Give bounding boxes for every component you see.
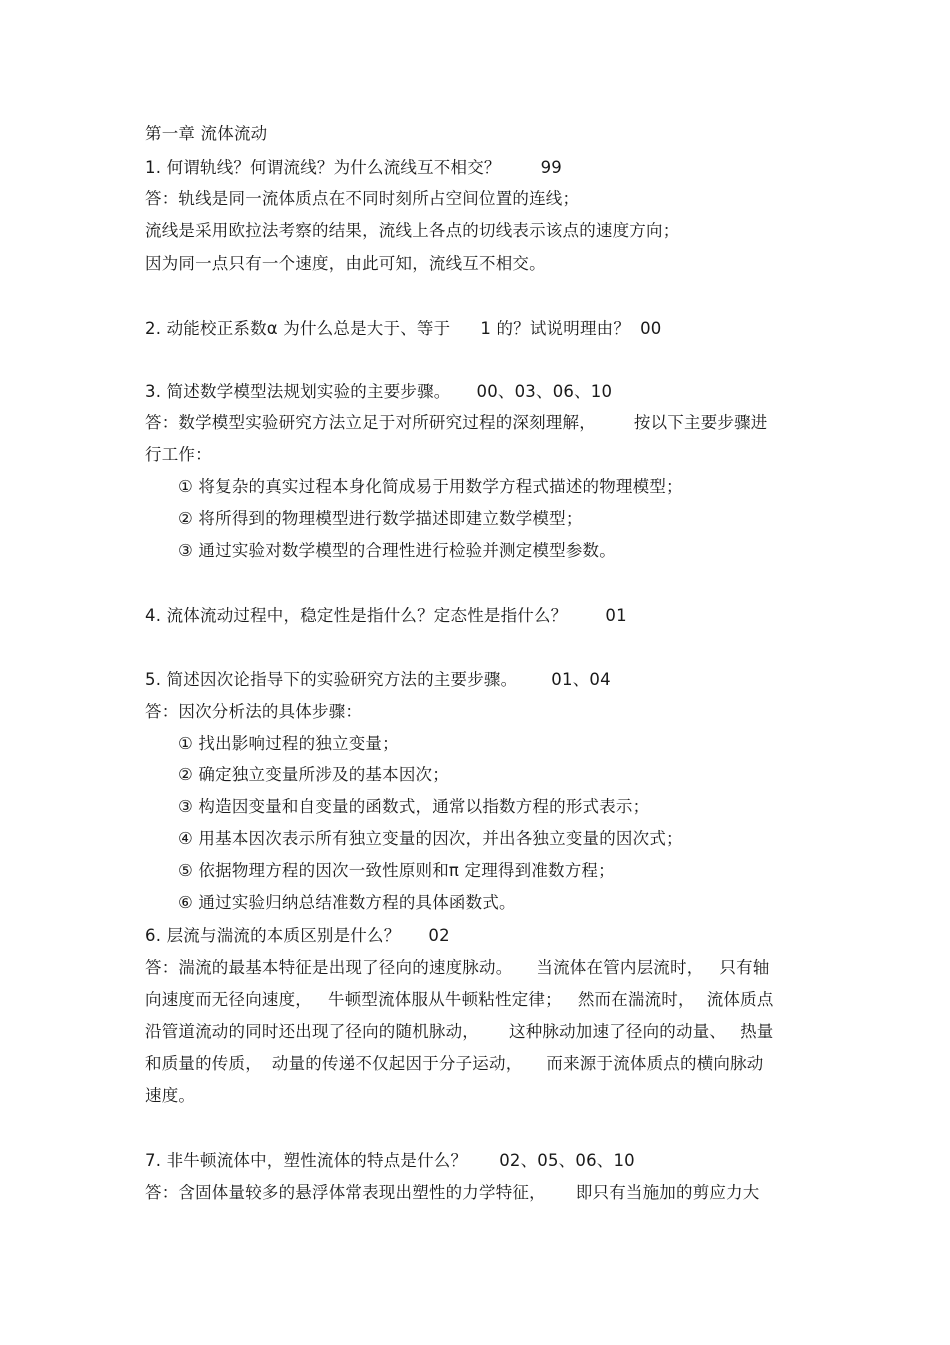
q5-step-1: ① 找出影响过程的独立变量； bbox=[178, 734, 399, 753]
question-1-text: 1. 何谓轨线？何谓流线？为什么流线互不相交？ bbox=[145, 158, 501, 177]
answer-7-text-b: 即只有当施加的剪应力大 bbox=[575, 1183, 760, 1202]
answer-1-line-2: 流线是采用欧拉法考察的结果，流线上各点的切线表示该点的速度方向； bbox=[145, 221, 680, 240]
answer-6-segment: 答：湍流的最基本特征是出现了径向的速度脉动。 bbox=[145, 958, 513, 977]
question-6 bbox=[145, 925, 450, 947]
answer-6-line-3 bbox=[145, 1021, 774, 1043]
question-4-years: 01 bbox=[605, 606, 627, 625]
answer-6-segment: 动量的传递不仅起因于分子运动， bbox=[271, 1054, 523, 1073]
question-5 bbox=[145, 669, 611, 691]
question-6-text: 6. 层流与湍流的本质区别是什么？ bbox=[145, 926, 401, 945]
question-5-text: 5. 简述因次论指导下的实验研究方法的主要步骤。 bbox=[145, 670, 518, 689]
answer-6-line-5: 速度。 bbox=[145, 1086, 196, 1105]
question-6-years: 02 bbox=[428, 926, 450, 945]
answer-6-segment: 只有轴 bbox=[719, 958, 770, 977]
answer-6-segment: 这种脉动加速了径向的动量、 bbox=[509, 1022, 727, 1041]
answer-1-line-3: 因为同一点只有一个速度，由此可知，流线互不相交。 bbox=[145, 254, 546, 273]
answer-6-segment: 和质量的传质， bbox=[145, 1054, 262, 1073]
question-1 bbox=[145, 157, 562, 179]
chapter-title: 第一章 流体流动 bbox=[145, 124, 268, 143]
answer-7-line-1 bbox=[145, 1182, 760, 1204]
answer-3-line-1 bbox=[145, 412, 768, 434]
question-2-years: 00 bbox=[640, 319, 662, 338]
q5-step-3: ③ 构造因变量和自变量的函数式，通常以指数方程的形式表示； bbox=[178, 797, 650, 816]
question-7-text: 7. 非牛顿流体中，塑性流体的特点是什么？ bbox=[145, 1151, 468, 1170]
answer-5-line-1: 答：因次分析法的具体步骤： bbox=[145, 702, 363, 721]
answer-6-segment: 然而在湍流时， bbox=[577, 990, 695, 1009]
q5-step-5: ⑤ 依据物理方程的因次一致性原则和π 定理得到准数方程； bbox=[178, 861, 615, 880]
answer-6-segment: 流体质点 bbox=[706, 990, 774, 1009]
answer-7-text-a: 答：含固体量较多的悬浮体常表现出塑性的力学特征， bbox=[145, 1183, 546, 1202]
answer-3-text-a: 答：数学模型实验研究方法立足于对所研究过程的深刻理解， bbox=[145, 413, 596, 432]
question-7 bbox=[145, 1150, 635, 1172]
question-4 bbox=[145, 605, 627, 627]
answer-6-segment: 沿管道流动的同时还出现了径向的随机脉动， bbox=[145, 1022, 479, 1041]
q3-step-3: ③ 通过实验对数学模型的合理性进行检验并测定模型参数。 bbox=[178, 541, 616, 560]
q5-step-4: ④ 用基本因次表示所有独立变量的因次，并出各独立变量的因次式； bbox=[178, 829, 683, 848]
answer-6-segment: 牛顿型流体服从牛顿粘性定律； bbox=[328, 990, 562, 1009]
answer-6-segment: 向速度而无径向速度， bbox=[145, 990, 312, 1009]
answer-3-text-b: 按以下主要步骤进 bbox=[633, 413, 768, 432]
question-7-years: 02、05、06、10 bbox=[499, 1151, 635, 1170]
answer-6-segment: 而来源于流体质点的横向脉动 bbox=[546, 1054, 764, 1073]
q3-step-1: ① 将复杂的真实过程本身化简成易于用数学方程式描述的物理模型； bbox=[178, 477, 683, 496]
question-4-text: 4. 流体流动过程中，稳定性是指什么？定态性是指什么？ bbox=[145, 606, 568, 625]
question-2-text-a: 2. 动能校正系数α 为什么总是大于、等于 bbox=[145, 319, 451, 338]
answer-6-line-1 bbox=[145, 957, 770, 979]
q3-step-2: ② 将所得到的物理模型进行数学描述即建立数学模型； bbox=[178, 509, 583, 528]
answer-6-segment: 当流体在管内层流时， bbox=[536, 958, 704, 977]
question-2-text-b: 1 的？试说明理由？ bbox=[480, 319, 631, 338]
answer-6-line-2 bbox=[145, 989, 774, 1011]
q5-step-6: ⑥ 通过实验归纳总结准数方程的具体函数式。 bbox=[178, 893, 516, 912]
answer-6-line-4 bbox=[145, 1053, 764, 1075]
answer-1-line-1: 答：轨线是同一流体质点在不同时刻所占空间位置的连线； bbox=[145, 189, 580, 208]
question-2 bbox=[145, 318, 661, 340]
question-3-text: 3. 简述数学模型法规划实验的主要步骤。 bbox=[145, 382, 451, 401]
question-3-years: 00、03、06、10 bbox=[476, 382, 613, 401]
q5-step-2: ② 确定独立变量所涉及的基本因次； bbox=[178, 765, 449, 784]
question-1-years: 99 bbox=[540, 158, 562, 177]
answer-3-line-2: 行工作： bbox=[145, 445, 212, 464]
answer-6-segment: 热量 bbox=[740, 1022, 774, 1041]
question-5-years: 01、04 bbox=[551, 670, 611, 689]
question-3 bbox=[145, 381, 612, 403]
